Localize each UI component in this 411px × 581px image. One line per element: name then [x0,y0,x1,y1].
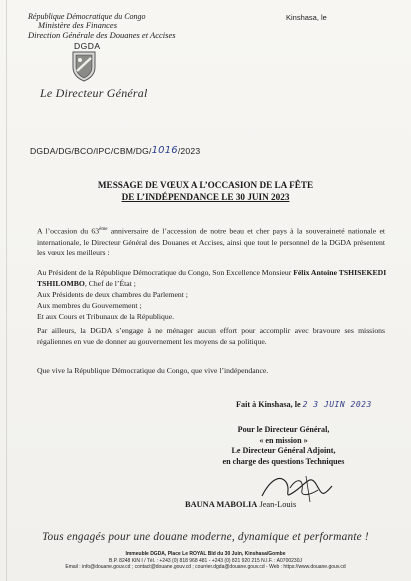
letterhead-directorate: Direction Générale des Douanes et Accises [28,29,176,40]
signatory-line4: en charge des questions Techniques [222,457,345,467]
paragraph-closing-wish: Que vive la République Démocratique du Congo, que vive l’indépendance. [37,366,269,375]
message-title-line1: MESSAGE DE VŒUX A L’OCCASION DE LA FÊTE [97,180,314,190]
letterhead [28,12,176,51]
recipient-1-text: Au Président de la République Démocratique du Congo, Son Excellence Monsieur [37,268,294,277]
intro-text-a: A l’occasion du 63 [37,226,100,236]
intro-text-b: anniversaire de l’accession de notre beau et cher pays à la souveraineté nationale et internationale, le Directeur Général des Douanes et Accises, ainsi que tout le personnel de la DGDA présentent les vœux les meilleurs : [37,226,385,258]
paragraph-intro [37,226,385,259]
reference-prefix: DGDA/DG/BCO/IPC/CBM/DG/ [30,146,152,156]
signatory-line2: « en mission » [259,435,308,445]
signing-date-stamp: 2 3 JUIN 2023 [302,400,372,409]
signatory-block [196,425,371,468]
reference-number [30,146,200,157]
signatory-name [185,500,296,509]
director-general-signature-title: Le Directeur Général [40,86,148,100]
message-title-line2: DE L’INDÉPENDANCE LE 30 JUIN 2023 [121,192,290,202]
list-item [37,268,387,290]
signing-place: Fait à Kinshasa, le [236,400,301,409]
footer-address: Immeuble DGDA, Place Le ROYAL Bld du 30 Juin, Kinshasa/Gombe [125,551,286,557]
signatory-line3: Le Directeur Général Adjoint, [231,446,336,456]
list-item: Aux Présidents de deux chambres du Parlement ; [37,289,188,299]
intro-ordinal: ème [99,227,108,232]
signatory-firstname: Jean-Louis [257,500,297,509]
reference-suffix: /2023 [177,146,201,156]
signatory-line1: Pour le Directeur Général, [237,425,330,434]
signatory-surname: BAUNA MABOLIA [185,500,258,509]
list-item: Et aux Cours et Tribunaux de la République. [37,311,175,321]
footer-slogan: Tous engagés pour une douane moderne, dynamique et performante ! [42,531,369,543]
list-item: Aux membres du Gouvernement ; [37,300,142,310]
president-name: Félix Antoine TSHISEKEDI TSHILOMBO [37,268,387,288]
letterhead-country: République Démocratique du Congo [28,12,146,21]
dgda-emblem-icon [70,49,98,83]
recipients-list [37,268,387,323]
footer-contact [0,551,411,571]
signing-place-date [236,400,372,409]
reference-handwritten-number: 1016 [151,145,178,156]
footer-phone: B.P. 8248 KIN I / Tél. : +243 (0) 818 968 481 - +243 (0) 821 920 215 N.I.F. : A0700230J [108,557,302,564]
letterhead-ministry: Ministère des Finances [38,20,117,31]
paragraph-commitment: Par ailleurs, la DGDA s’engage à ne ménager aucun effort pour accomplir avec bravoure ses missions régaliennes en vue de donner au gouvernement les moyens de sa politique. [37,326,385,346]
place-date-header: Kinshasa, le [286,13,327,22]
letterhead-acronym: DGDA [74,40,101,51]
footer-email-web: Email : info@douane.gouv.cd ; contact@douane.gouv.cd ; courrier.dgda@douane.gouv.cd - Web : https://www.douane.gouv.cd [65,564,346,570]
scan-edge [6,0,7,581]
recipient-1-end: , Chef de l’État ; [84,278,136,288]
